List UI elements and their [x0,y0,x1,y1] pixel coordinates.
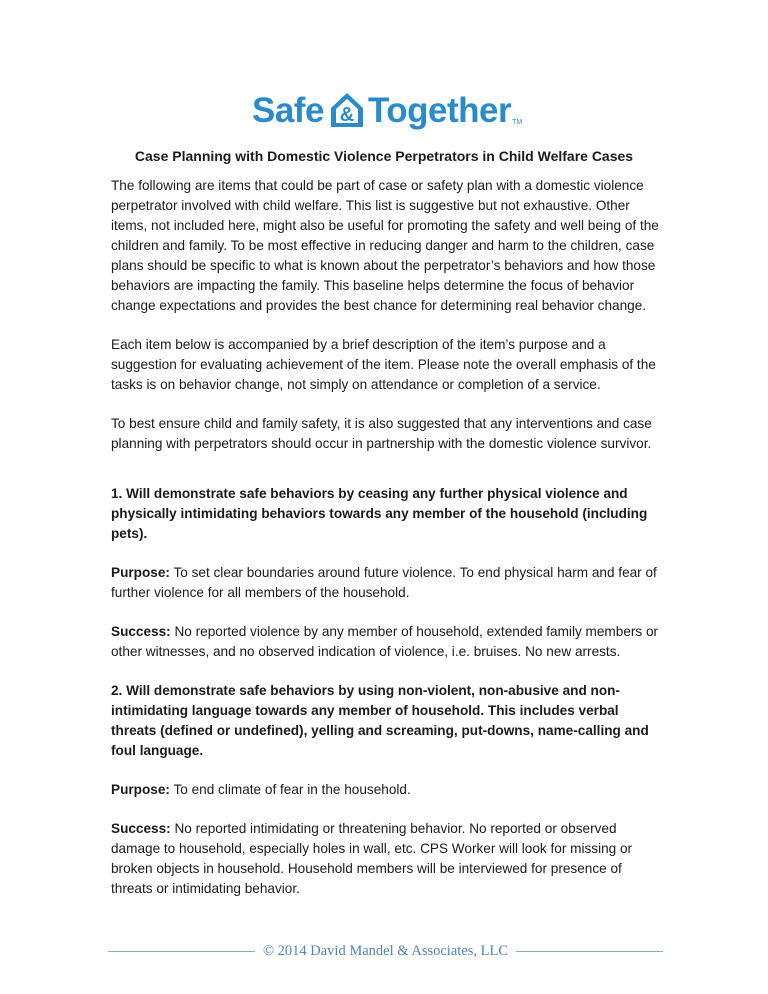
success-label: Success: [111,624,171,639]
footer-rule-left [108,951,255,952]
item-1-purpose [111,563,659,603]
safe-and-together-logo [252,88,522,132]
item-1-success-text: No reported violence by any member of household, extended family members or other witnesses, and no observed indication of violence, i.e. bruises. No new arrests. [111,624,659,659]
intro-paragraph-2: Each item below is accompanied by a brief description of the item’s purpose and a suggestion for evaluating achievement of the item. Please note the overall emphasis of the tasks is on behavior change, not simply on attendance or completion of a service. [111,337,656,392]
item-2-purpose [111,780,659,800]
item-2-heading: 2. Will demonstrate safe behaviors by using non-violent, non-abusive and non-intimidating language towards any member of household. This includes verbal threats (defined or undefined), yelling and screaming, put-downs, name-calling and foul language. [111,683,649,758]
footer-copyright: © 2014 David Mandel & Associates, LLC [263,942,508,959]
logo-word-safe: Safe [252,90,324,130]
item-2-purpose-text: To end climate of fear in the household. [173,782,411,797]
logo-trademark: TM [512,119,523,126]
item-2-success [111,819,659,899]
intro-paragraph-1: The following are items that could be part of case or safety plan with a domestic violence perpetrator involved with child welfare. This list is suggestive but not exhaustive. Other items, not included here, might also be useful for promoting the safety and well being of the children and family. To be most effective in reducing danger and harm to the children, case plans should be specific to what is known about the perpetrator’s behaviors and how those behaviors are impacting the family. This baseline helps determine the focus of behavior change expectations and provides the best chance for determining real behavior change. [111,178,659,313]
house-ampersand-icon [328,90,366,130]
document-title: Case Planning with Domestic Violence Perpetrators in Child Welfare Cases [134,148,634,164]
purpose-label: Purpose: [111,565,170,580]
success-label: Success: [111,821,171,836]
document-body [111,176,659,918]
item-1-heading: 1. Will demonstrate safe behaviors by ceasing any further physical violence and physically intimidating behaviors towards any member of the household (including pets). [111,486,648,541]
logo-word-together: Together [367,90,512,130]
intro-paragraph-3: To best ensure child and family safety, it is also suggested that any interventions and case planning with perpetrators should occur in partnership with the domestic violence survivor. [111,416,652,451]
purpose-label: Purpose: [111,782,170,797]
svg-text:&: & [339,104,355,126]
item-1-success [111,622,659,662]
item-2-success-text: No reported intimidating or threatening behavior. No reported or observed damage to household, especially holes in wall, etc. CPS Worker will look for missing or broken objects in household. Household members will be interviewed for presence of threats or intimidating behavior. [111,821,633,896]
footer-rule-right [516,951,663,952]
page-footer [108,941,663,961]
item-1-purpose-text: To set clear boundaries around future violence. To end physical harm and fear of further violence for all members of the household. [111,565,657,600]
